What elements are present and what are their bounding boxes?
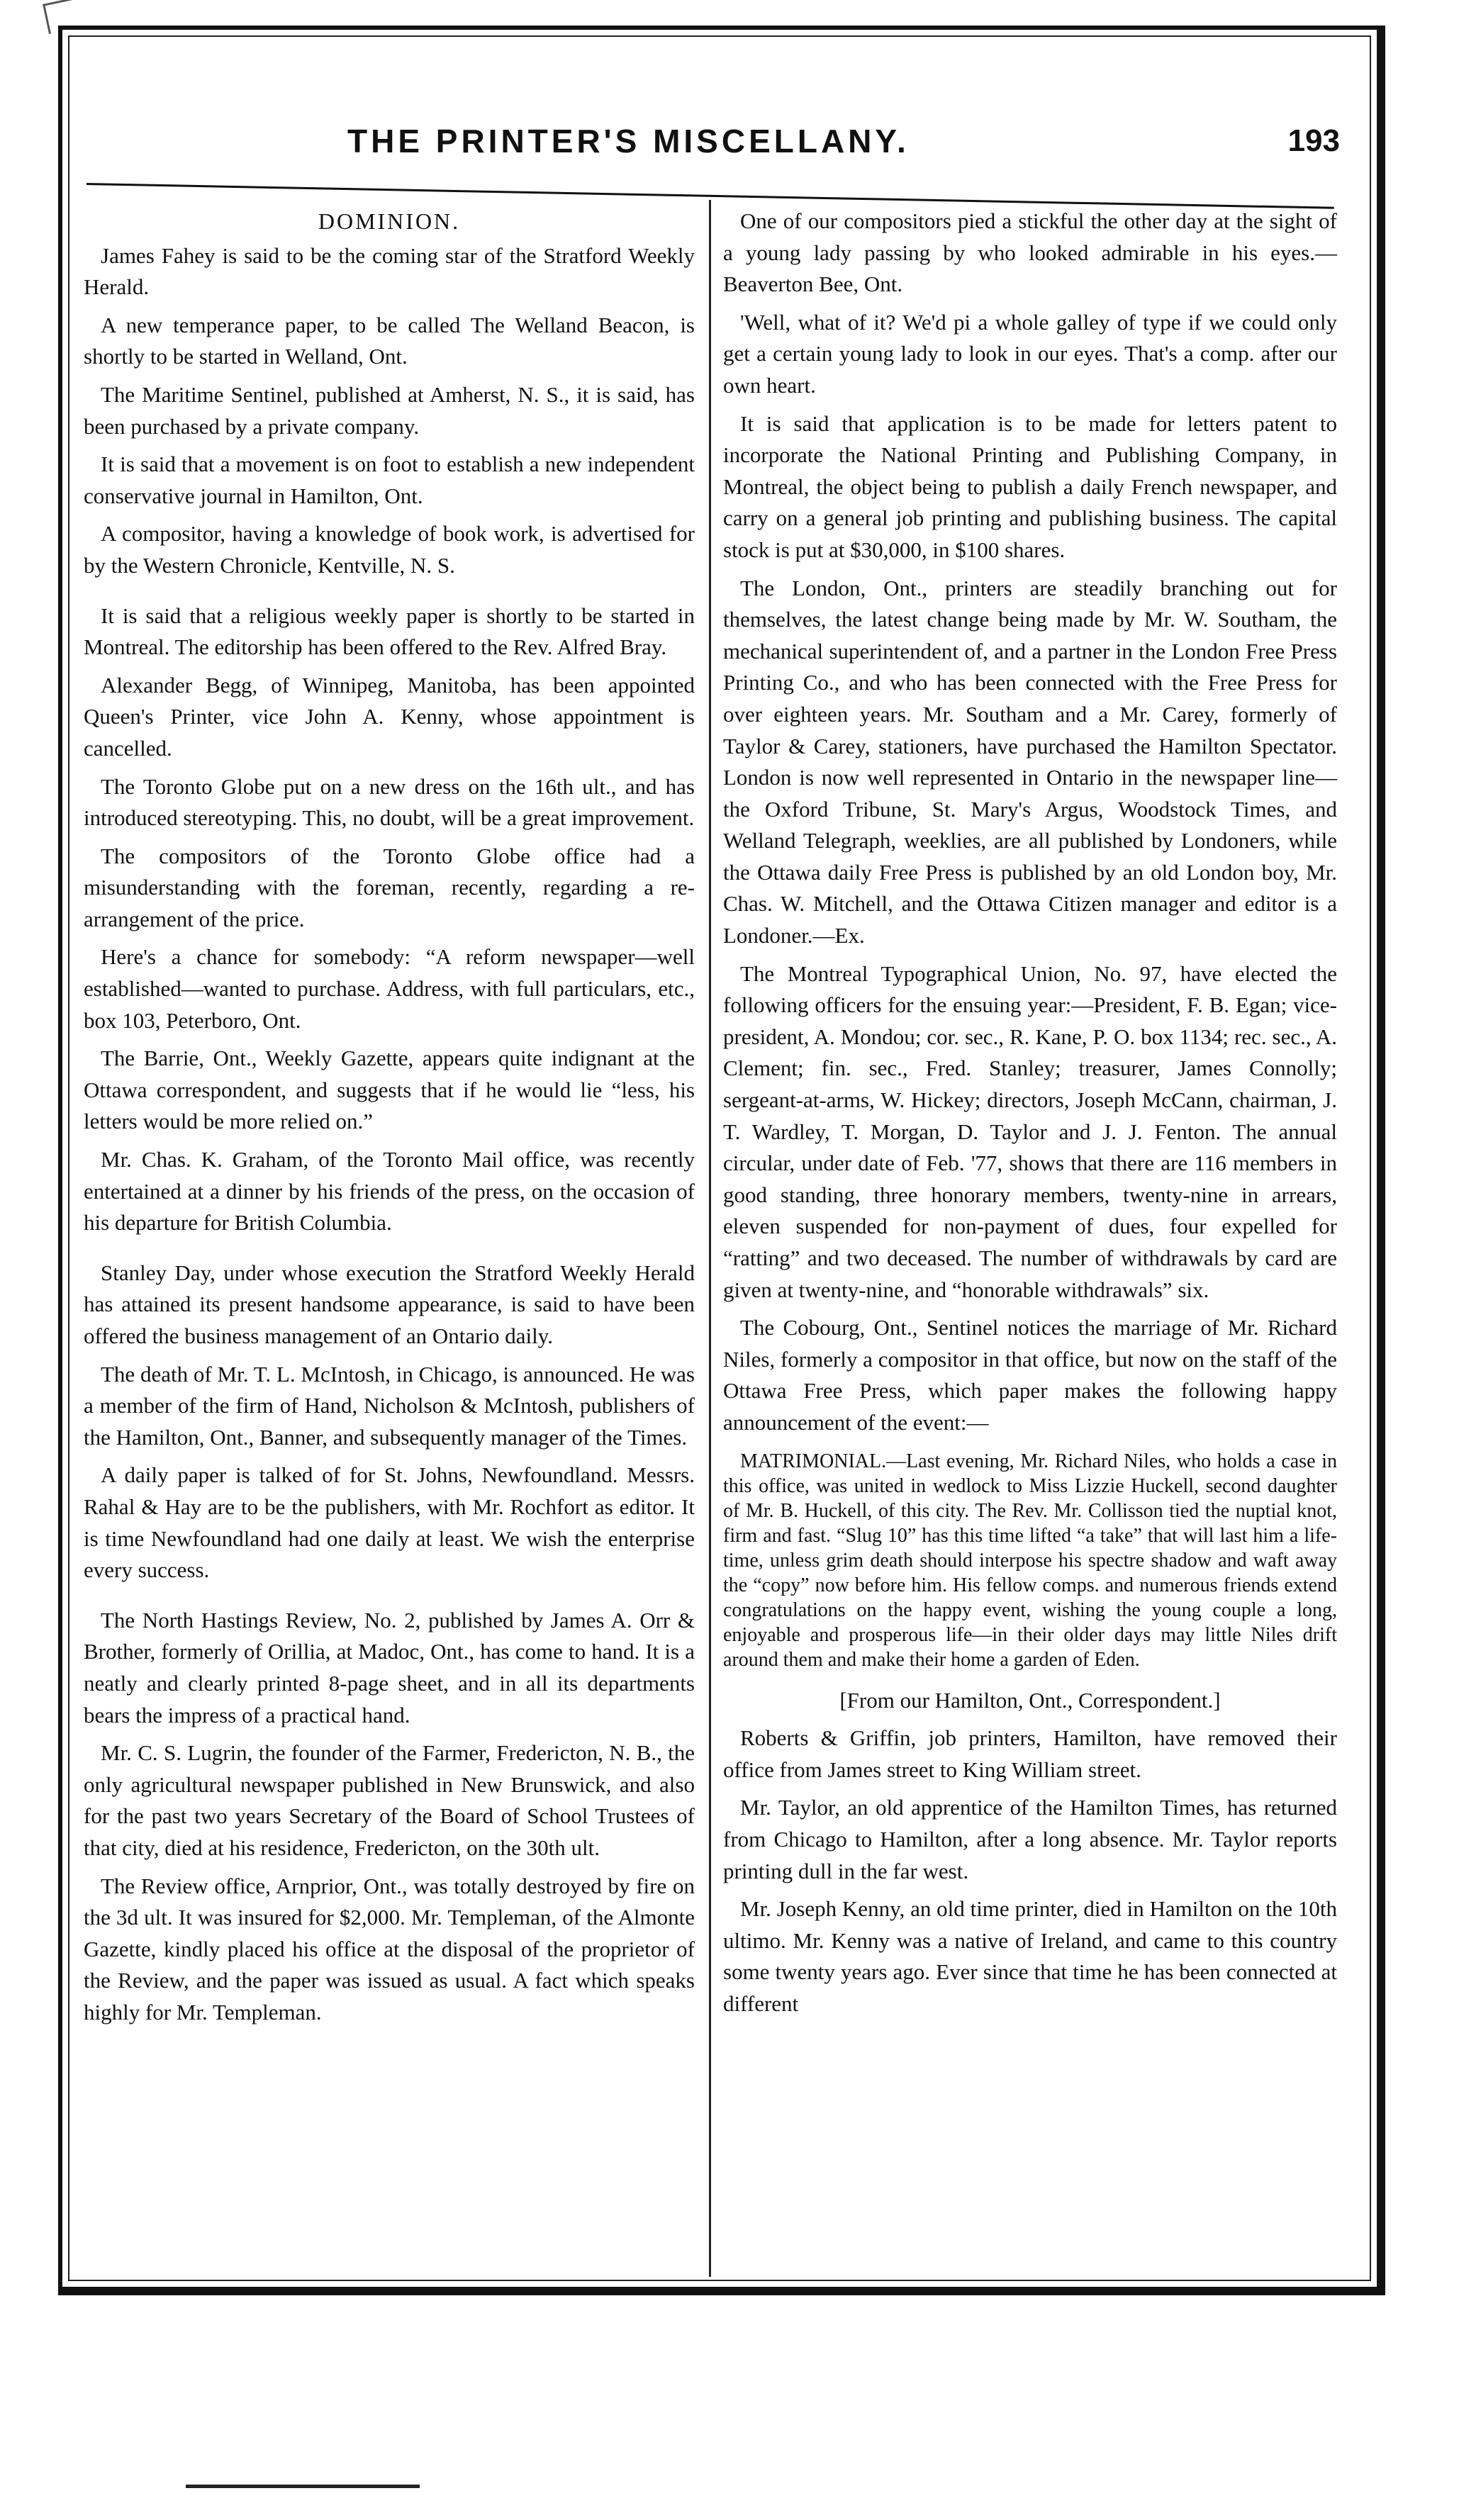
news-item: The Barrie, Ont., Weekly Gazette, appears quite indignant at the Ottawa correspondent, and suggests that if he would lie “less, his letters would be more relied on.” <box>84 1046 695 1134</box>
news-item: The death of Mr. T. L. McIntosh, in Chicago, is announced. He was a member of the firm of Hand, Nicholson & McIntosh, publishers of the Hamilton, Ont., Banner, and subsequently manager of the Times. <box>84 1361 695 1450</box>
news-item: The compositors of the Toronto Globe office had a misunderstanding with the foreman, recently, regarding a re-arrangement of the price. <box>84 843 695 931</box>
bottom-printer-mark <box>186 2485 420 2488</box>
left-column <box>84 206 695 2034</box>
news-item: It is said that a movement is on foot to establish a new independent conservative journal in Hamilton, Ont. <box>84 452 695 508</box>
news-item: Mr. Joseph Kenny, an old time printer, died in Hamilton on the 10th ultimo. Mr. Kenny was a native of Ireland, and came to this country some twenty years ago. Ever since that time he has been connected at different <box>723 1896 1337 2016</box>
news-item: The London, Ont., printers are steadily branching out for themselves, the latest change being made by Mr. W. Southam, the mechanical superintendent of, and a partner in the London Free Press Printing Co., and who has been connected with the Free Press for over eighteen years. Mr. Southam and a Mr. Carey, formerly of Taylor & Carey, stationers, have purchased the Hamilton Spectator. London is now well represented in Ontario in the newspaper line—the Oxford Tribune, St. Mary's Argus, Woodstock Times, and Welland Telegraph, weeklies, are all published by Londoners, while the Ottawa daily Free Press is published by an old London boy, Mr. Chas. W. Mitchell, and the Ottawa Citizen manager and editor is a Londoner.—Ex. <box>723 575 1337 948</box>
news-item: The Montreal Typographical Union, No. 97, have elected the following officers for the ensuing year:—President, F. B. Egan; vice-president, A. Mondou; cor. sec., R. Kane, P. O. box 1134; rec. sec., A. Clement; fin. sec., Fred. Stanley; treasurer, James Connolly; sergeant-at-arms, W. Hickey; directors, Joseph McCann, chairman, J. T. Wardley, T. Morgan, D. Taylor and J. J. Fenton. The annual circular, under date of Feb. '77, shows that there are 116 members in good standing, three honorary members, twenty-nine in arrears, eleven suspended for non-payment of dues, four expelled for “ratting” and two deceased. The number of withdrawals by card are given at twenty-nine, and “honorable withdrawals” six. <box>723 961 1337 1302</box>
news-item: Mr. C. S. Lugrin, the founder of the Farmer, Fredericton, N. B., the only agricultural newspaper published in New Brunswick, and also for the past two years Secretary of the Board of School Trustees of that city, died at his residence, Fredericton, on the 30th ult. <box>84 1740 695 1860</box>
news-item: The North Hastings Review, No. 2, published by James A. Orr & Brother, formerly of Orillia, at Madoc, Ont., has come to hand. It is a neatly and clearly printed 8-page sheet, and in all its departments bears the impress of a practical hand. <box>84 1607 695 1727</box>
news-item: A new temperance paper, to be called The Welland Beacon, is shortly to be started in Welland, Ont. <box>84 312 695 369</box>
right-column <box>723 206 1337 2027</box>
news-item: Alexander Begg, of Winnipeg, Manitoba, has been appointed Queen's Printer, vice John A. Kenny, whose appointment is cancelled. <box>84 672 695 761</box>
news-item: The Maritime Sentinel, published at Amherst, N. S., it is said, has been purchased by a private company. <box>84 381 695 439</box>
running-title: THE PRINTER'S MISCELLANY. <box>347 123 910 159</box>
news-item: Stanley Day, under whose execution the Stratford Weekly Herald has attained its present handsome appearance, is said to have been offered the business management of an Ontario daily. <box>84 1260 695 1348</box>
news-item: 'Well, what of it? We'd pi a whole galley of type if we could only get a certain young lady to look in our eyes. That's a comp. after our own heart. <box>723 309 1337 398</box>
news-item: The Review office, Arnprior, Ont., was totally destroyed by fire on the 3d ult. It was insured for $2,000. Mr. Templeman, of the Almonte Gazette, kindly placed his office at the disposal of the proprietor of the Review, and the paper was issued as usual. A fact which speaks highly for Mr. Templeman. <box>84 1873 695 2025</box>
news-item: One of our compositors pied a stickful the other day at the sight of a young lady passing by who looked admirable in his eyes.—Beaverton Bee, Ont. <box>723 208 1337 297</box>
column-rule <box>709 200 711 2277</box>
running-head <box>85 122 1347 172</box>
news-item: Here's a chance for somebody: “A reform newspaper—well established—wanted to purchase. Address, with full particulars, etc., box 103, Peterboro, Ont. <box>84 944 695 1033</box>
news-item: It is said that application is to be made for letters patent to incorporate the National Printing and Publishing Company, in Montreal, the object being to publish a daily French newspaper, and carry on a general job printing and publishing business. The capital stock is put at $30,000, in $100 shares. <box>723 410 1337 562</box>
news-item: Roberts & Griffin, job printers, Hamilton, have removed their office from James street to King William street. <box>723 1725 1337 1782</box>
news-item: Mr. Chas. K. Graham, of the Toronto Mail office, was recently entertained at a dinner by his friends of the press, on the occasion of his departure for British Columbia. <box>84 1147 695 1236</box>
news-item: The Toronto Globe put on a new dress on the 16th ult., and has introduced stereotyping. This, no doubt, will be a great improvement. <box>84 773 695 831</box>
news-item: A daily paper is talked of for St. Johns, Newfoundland. Messrs. Rahal & Hay are to be the publishers, with Mr. Rochfort as editor. It is time Newfoundland had one daily at least. We wish the enterprise every success. <box>84 1462 695 1583</box>
news-item: James Fahey is said to be the coming star of the Stratford Weekly Herald. <box>84 242 695 300</box>
news-item: Mr. Taylor, an old apprentice of the Hamilton Times, has returned from Chicago to Hamilton, after a long absence. Mr. Taylor reports printing dull in the far west. <box>723 1795 1337 1883</box>
news-item: A compositor, having a knowledge of book work, is advertised for by the Western Chronicle, Kentville, N. S. <box>84 521 695 578</box>
quoted-announcement: MATRIMONIAL.—Last evening, Mr. Richard Niles, who holds a case in this office, was united in wedlock to Miss Lizzie Huckell, second daughter of Mr. B. Huckell, of this city. The Rev. Mr. Collisson tied the nuptial knot, firm and fast. “Slug 10” has this time lifted “a take” that will last him a life-time, unless grim death should interpose his spectre shadow and waft away the “copy” now before him. His fellow comps. and numerous friends extend congratulations on the happy event, wishing the young couple a long, enjoyable and prosperous life—in their older days may little Niles drift around them and make their home a garden of Eden. <box>723 1450 1337 1671</box>
section-heading: DOMINION. <box>318 208 461 234</box>
correspondent-heading: [From our Hamilton, Ont., Correspondent.] <box>839 1687 1221 1713</box>
news-item: The Cobourg, Ont., Sentinel notices the marriage of Mr. Richard Niles, formerly a compositor in that office, but now on the staff of the Ottawa Free Press, which paper makes the following happy announcement of the event:— <box>723 1315 1337 1435</box>
news-item: It is said that a religious weekly paper is shortly to be started in Montreal. The editorship has been offered to the Rev. Alfred Bray. <box>84 603 695 660</box>
page-number: 193 <box>1287 123 1340 158</box>
